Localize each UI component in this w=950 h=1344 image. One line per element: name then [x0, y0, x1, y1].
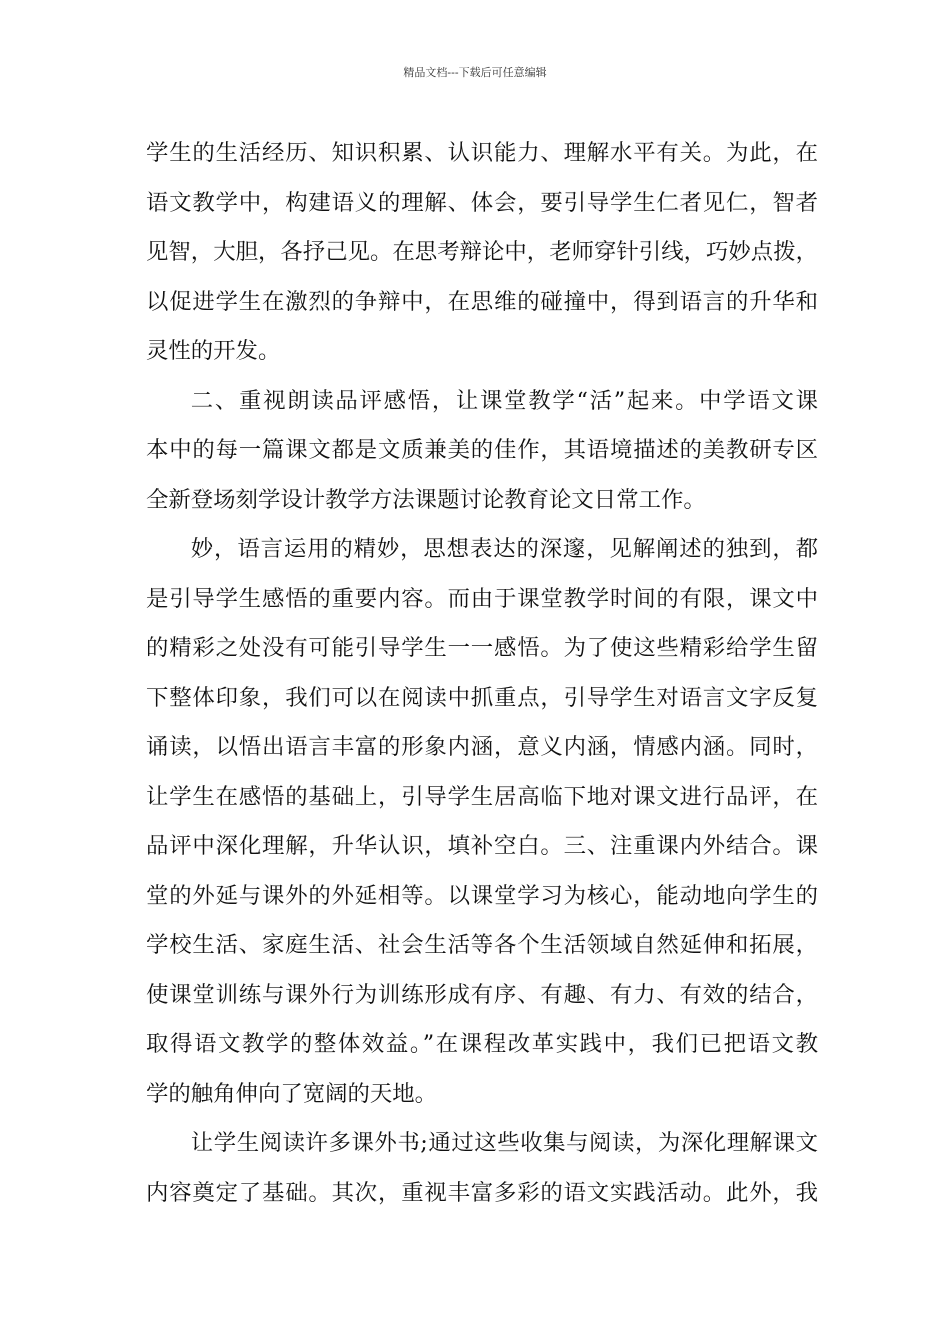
paragraph — [146, 525, 818, 1119]
text-line: 取得语文教学的整体效益。”在课程改革实践中，我们已把语文教 — [146, 1031, 818, 1057]
text-line: 灵性的开发。 — [146, 338, 281, 364]
text-line: 妙，语言运用的精妙，思想表达的深邃，见解阐述的独到，都 — [190, 536, 818, 562]
page-header: 精品文档---下载后可任意编辑 — [403, 66, 547, 79]
text-line: 是引导学生感悟的重要内容。而由于课堂教学时间的有限，课文中 — [146, 585, 818, 612]
text-line: 本中的每一篇课文都是文质兼美的佳作，其语境描述的美教研专区 — [146, 437, 818, 463]
text-line: 学生的生活经历、知识积累、认识能力、理解水平有关。为此，在 — [146, 140, 818, 166]
text-line: 学校生活、家庭生活、社会生活等各个生活领域自然延伸和拓展， — [146, 932, 818, 958]
text-line: 品评中深化理解，升华认识，填补空白。三、注重课内外结合。课 — [146, 833, 818, 859]
text-line: 下整体印象，我们可以在阅读中抓重点，引导学生对语言文字反复 — [146, 684, 818, 711]
text-line: 使课堂训练与课外行为训练形成有序、有趣、有力、有效的结合， — [146, 981, 818, 1008]
paragraph — [146, 129, 818, 377]
text-line: 内容奠定了基础。其次，重视丰富多彩的语文实践活动。此外，我 — [146, 1179, 818, 1206]
text-line: 让学生在感悟的基础上，引导学生居高临下地对课文进行品评，在 — [146, 783, 818, 810]
paragraph — [146, 377, 818, 526]
text-line: 二、重视朗读品评感悟，让课堂教学“活”起来。中学语文课 — [190, 387, 818, 414]
text-line: 的精彩之处没有可能引导学生一一感悟。为了使这些精彩给学生留 — [146, 635, 818, 661]
text-line: 见智，大胆，各抒己见。在思考辩论中，老师穿针引线，巧妙点拨， — [146, 239, 818, 265]
text-line: 堂的外延与课外的外延相等。以课堂学习为核心，能动地向学生的 — [146, 882, 818, 909]
paragraph — [146, 1119, 818, 1218]
text-line: 让学生阅读许多课外书;通过这些收集与阅读，为深化理解课文 — [190, 1130, 818, 1156]
text-line: 语文教学中，构建语义的理解、体会，要引导学生仁者见仁，智者 — [146, 189, 818, 216]
text-line: 诵读，以悟出语言丰富的形象内涵，意义内涵，情感内涵。同时， — [146, 734, 818, 760]
text-line: 全新登场刻学设计教学方法课题讨论教育论文日常工作。 — [146, 486, 706, 513]
text-line: 以促进学生在激烈的争辩中，在思维的碰撞中，得到语言的升华和 — [146, 288, 818, 315]
document-body — [146, 129, 818, 1218]
text-line: 学的触角伸向了宽阔的天地。 — [146, 1080, 438, 1107]
